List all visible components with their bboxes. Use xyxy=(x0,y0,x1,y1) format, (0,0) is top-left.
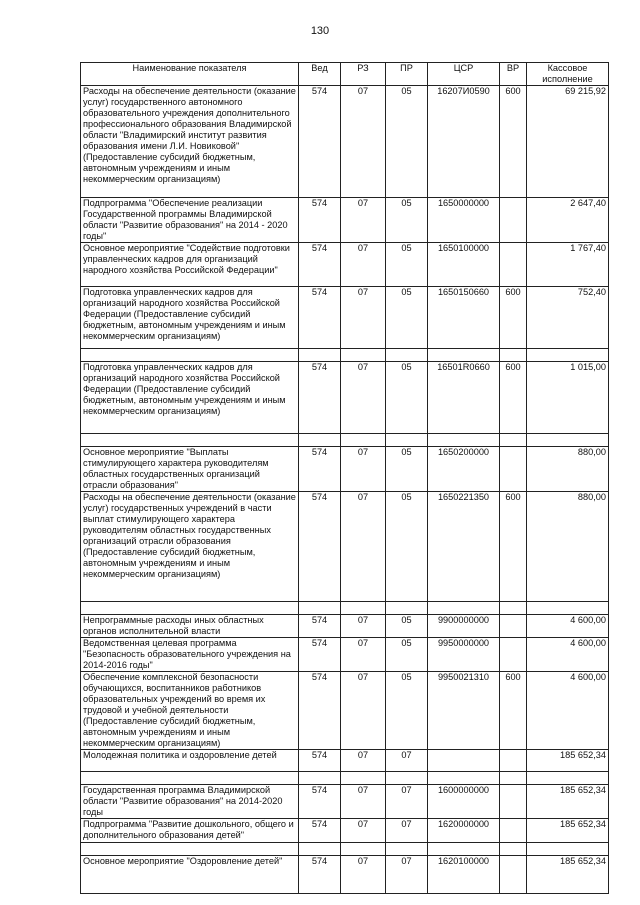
cell-ved: 574 xyxy=(299,750,341,772)
spacer-cell xyxy=(527,602,609,615)
spacer-cell xyxy=(341,434,386,447)
table-row xyxy=(81,362,609,434)
cell-ved: 574 xyxy=(299,198,341,243)
cell-amount: 880,00 xyxy=(527,492,609,602)
cell-pr: 07 xyxy=(386,750,428,772)
cell-vr: 600 xyxy=(500,362,527,434)
spacer-cell xyxy=(299,843,341,856)
cell-ved: 574 xyxy=(299,243,341,287)
spacer-cell xyxy=(299,349,341,362)
spacer-cell xyxy=(386,843,428,856)
table-row xyxy=(81,198,609,243)
cell-rz: 07 xyxy=(341,785,386,819)
cell-vr xyxy=(500,638,527,672)
cell-vr xyxy=(500,785,527,819)
spacer-cell xyxy=(527,772,609,785)
spacer-cell xyxy=(500,772,527,785)
cell-csr: 1650200000 xyxy=(428,447,500,492)
table-row xyxy=(81,615,609,638)
cell-amount: 185 652,34 xyxy=(527,750,609,772)
spacer-cell xyxy=(428,772,500,785)
cell-pr: 07 xyxy=(386,856,428,894)
spacer-cell xyxy=(500,434,527,447)
spacer-cell xyxy=(428,602,500,615)
spacer-cell xyxy=(341,349,386,362)
spacer-cell xyxy=(500,602,527,615)
cell-name: Ведомственная целевая программа "Безопасность образовательного учреждения на 2014-2016 годы" xyxy=(81,638,299,672)
cell-rz: 07 xyxy=(341,287,386,349)
table-row xyxy=(81,287,609,349)
cell-vr: 600 xyxy=(500,287,527,349)
spacer-cell xyxy=(341,602,386,615)
spacer-cell xyxy=(428,349,500,362)
cell-ved: 574 xyxy=(299,672,341,750)
cell-vr xyxy=(500,750,527,772)
cell-ved: 574 xyxy=(299,362,341,434)
cell-vr: 600 xyxy=(500,672,527,750)
cell-pr: 05 xyxy=(386,86,428,198)
spacer-row xyxy=(81,349,609,362)
column-header-name: Наименование показателя xyxy=(81,63,299,86)
cell-pr: 05 xyxy=(386,615,428,638)
cell-vr xyxy=(500,447,527,492)
cell-name: Основное мероприятие "Выплаты стимулирующего характера руководителям областных государственных организаций отрасли образования" xyxy=(81,447,299,492)
cell-csr: 1650000000 xyxy=(428,198,500,243)
cell-ved: 574 xyxy=(299,492,341,602)
cell-vr: 600 xyxy=(500,492,527,602)
spacer-cell xyxy=(299,434,341,447)
cell-csr: 1620000000 xyxy=(428,819,500,843)
table-row xyxy=(81,750,609,772)
spacer-cell xyxy=(81,843,299,856)
cell-rz: 07 xyxy=(341,819,386,843)
cell-ved: 574 xyxy=(299,615,341,638)
cell-csr: 1650100000 xyxy=(428,243,500,287)
spacer-cell xyxy=(527,434,609,447)
spacer-cell xyxy=(81,772,299,785)
spacer-cell xyxy=(500,349,527,362)
cell-rz: 07 xyxy=(341,856,386,894)
cell-name: Государственная программа Владимирской области "Развитие образования" на 2014-2020 годы xyxy=(81,785,299,819)
spacer-cell xyxy=(386,602,428,615)
table-row xyxy=(81,492,609,602)
cell-rz: 07 xyxy=(341,243,386,287)
cell-csr: 16501R0660 xyxy=(428,362,500,434)
cell-name: Расходы на обеспечение деятельности (оказание услуг) государственного автономного образовательного учреждения дополнительного профессионального образования Владимирской области "Владимирский институт развития образования имени Л.И. Новиковой" (Предоставление субсидий бюджетным, автономным учреждениям и иным некоммерческим организациям) xyxy=(81,86,299,198)
cell-csr: 9950021310 xyxy=(428,672,500,750)
cell-rz: 07 xyxy=(341,638,386,672)
cell-amount: 4 600,00 xyxy=(527,672,609,750)
spacer-cell xyxy=(527,843,609,856)
cell-name: Подпрограмма "Развитие дошкольного, общего и дополнительного образования детей" xyxy=(81,819,299,843)
cell-rz: 07 xyxy=(341,750,386,772)
cell-rz: 07 xyxy=(341,198,386,243)
spacer-cell xyxy=(341,772,386,785)
cell-csr: 9900000000 xyxy=(428,615,500,638)
cell-rz: 07 xyxy=(341,492,386,602)
table-row xyxy=(81,785,609,819)
spacer-cell xyxy=(386,434,428,447)
cell-amount: 185 652,34 xyxy=(527,785,609,819)
cell-vr xyxy=(500,615,527,638)
cell-rz: 07 xyxy=(341,447,386,492)
cell-amount: 1 767,40 xyxy=(527,243,609,287)
spacer-cell xyxy=(81,434,299,447)
cell-amount: 4 600,00 xyxy=(527,615,609,638)
budget-table xyxy=(80,62,609,894)
cell-name: Подготовка управленческих кадров для организаций народного хозяйства Российской Федерации (Предоставление субсидий бюджетным, автономным учреждениям и иным некоммерческим организациям) xyxy=(81,362,299,434)
spacer-cell xyxy=(386,349,428,362)
cell-amount: 880,00 xyxy=(527,447,609,492)
cell-pr: 05 xyxy=(386,447,428,492)
cell-name: Основное мероприятие "Содействие подготовки управленческих кадров для организаций народного хозяйства Российской Федерации" xyxy=(81,243,299,287)
cell-vr: 600 xyxy=(500,86,527,198)
cell-name: Расходы на обеспечение деятельности (оказание услуг) государственных учреждений в части выплат стимулирующего характера руководителям областных государственных организаций отрасли образования (Предоставление субсидий бюджетным, автономным учреждениям и иным некоммерческим организациям) xyxy=(81,492,299,602)
cell-csr: 1600000000 xyxy=(428,785,500,819)
table-row xyxy=(81,86,609,198)
spacer-cell xyxy=(428,434,500,447)
page-number: 130 xyxy=(310,25,330,37)
cell-vr xyxy=(500,243,527,287)
column-header-csr: ЦСР xyxy=(428,63,500,86)
spacer-row xyxy=(81,602,609,615)
spacer-row xyxy=(81,843,609,856)
cell-pr: 05 xyxy=(386,198,428,243)
cell-pr: 05 xyxy=(386,492,428,602)
spacer-cell xyxy=(527,349,609,362)
cell-pr: 07 xyxy=(386,819,428,843)
cell-amount: 185 652,34 xyxy=(527,856,609,894)
spacer-cell xyxy=(299,602,341,615)
cell-name: Подпрограмма "Обеспечение реализации Государственной программы Владимирской области "Развитие образования" на 2014 - 2020 годы" xyxy=(81,198,299,243)
spacer-row xyxy=(81,434,609,447)
table-row xyxy=(81,819,609,843)
cell-vr xyxy=(500,856,527,894)
spacer-cell xyxy=(500,843,527,856)
cell-amount: 1 015,00 xyxy=(527,362,609,434)
cell-csr: 1620100000 xyxy=(428,856,500,894)
cell-pr: 05 xyxy=(386,638,428,672)
table-header-row xyxy=(81,63,609,86)
table-row xyxy=(81,672,609,750)
spacer-row xyxy=(81,772,609,785)
table-row xyxy=(81,856,609,894)
cell-name: Подготовка управленческих кадров для организаций народного хозяйства Российской Федерации (Предоставление субсидий бюджетным, автономным учреждениям и иным некоммерческим организациям) xyxy=(81,287,299,349)
column-header-ved: Вед xyxy=(299,63,341,86)
spacer-cell xyxy=(81,602,299,615)
cell-amount: 2 647,40 xyxy=(527,198,609,243)
cell-pr: 05 xyxy=(386,672,428,750)
column-header-pr: ПР xyxy=(386,63,428,86)
column-header-vr: ВР xyxy=(500,63,527,86)
cell-ved: 574 xyxy=(299,447,341,492)
cell-amount: 69 215,92 xyxy=(527,86,609,198)
spacer-cell xyxy=(299,772,341,785)
column-header-amount: Кассовое исполнение xyxy=(527,63,609,86)
cell-pr: 05 xyxy=(386,287,428,349)
cell-vr xyxy=(500,198,527,243)
column-header-rz: РЗ xyxy=(341,63,386,86)
cell-ved: 574 xyxy=(299,785,341,819)
cell-amount: 4 600,00 xyxy=(527,638,609,672)
cell-csr: 9950000000 xyxy=(428,638,500,672)
cell-amount: 185 652,34 xyxy=(527,819,609,843)
cell-ved: 574 xyxy=(299,287,341,349)
table-row xyxy=(81,638,609,672)
cell-pr: 05 xyxy=(386,362,428,434)
cell-name: Молодежная политика и оздоровление детей xyxy=(81,750,299,772)
table-row xyxy=(81,447,609,492)
cell-amount: 752,40 xyxy=(527,287,609,349)
spacer-cell xyxy=(386,772,428,785)
cell-ved: 574 xyxy=(299,86,341,198)
spacer-cell xyxy=(428,843,500,856)
cell-rz: 07 xyxy=(341,362,386,434)
cell-rz: 07 xyxy=(341,86,386,198)
cell-csr: 16207И0590 xyxy=(428,86,500,198)
cell-ved: 574 xyxy=(299,856,341,894)
cell-pr: 05 xyxy=(386,243,428,287)
cell-pr: 07 xyxy=(386,785,428,819)
spacer-cell xyxy=(81,349,299,362)
cell-name: Обеспечение комплексной безопасности обучающихся, воспитанников работников образовательных учреждений во время их трудовой и учебной деятельности (Предоставление субсидий бюджетным, автономным учреждениям и иным некоммерческим организациям) xyxy=(81,672,299,750)
cell-name: Основное мероприятие "Оздоровление детей" xyxy=(81,856,299,894)
cell-vr xyxy=(500,819,527,843)
cell-csr: 1650150660 xyxy=(428,287,500,349)
table-body xyxy=(81,86,609,894)
cell-ved: 574 xyxy=(299,819,341,843)
cell-csr: 1650221350 xyxy=(428,492,500,602)
cell-rz: 07 xyxy=(341,672,386,750)
cell-rz: 07 xyxy=(341,615,386,638)
cell-ved: 574 xyxy=(299,638,341,672)
table-row xyxy=(81,243,609,287)
cell-csr xyxy=(428,750,500,772)
spacer-cell xyxy=(341,843,386,856)
cell-name: Непрограммные расходы иных областных органов исполнительной власти xyxy=(81,615,299,638)
